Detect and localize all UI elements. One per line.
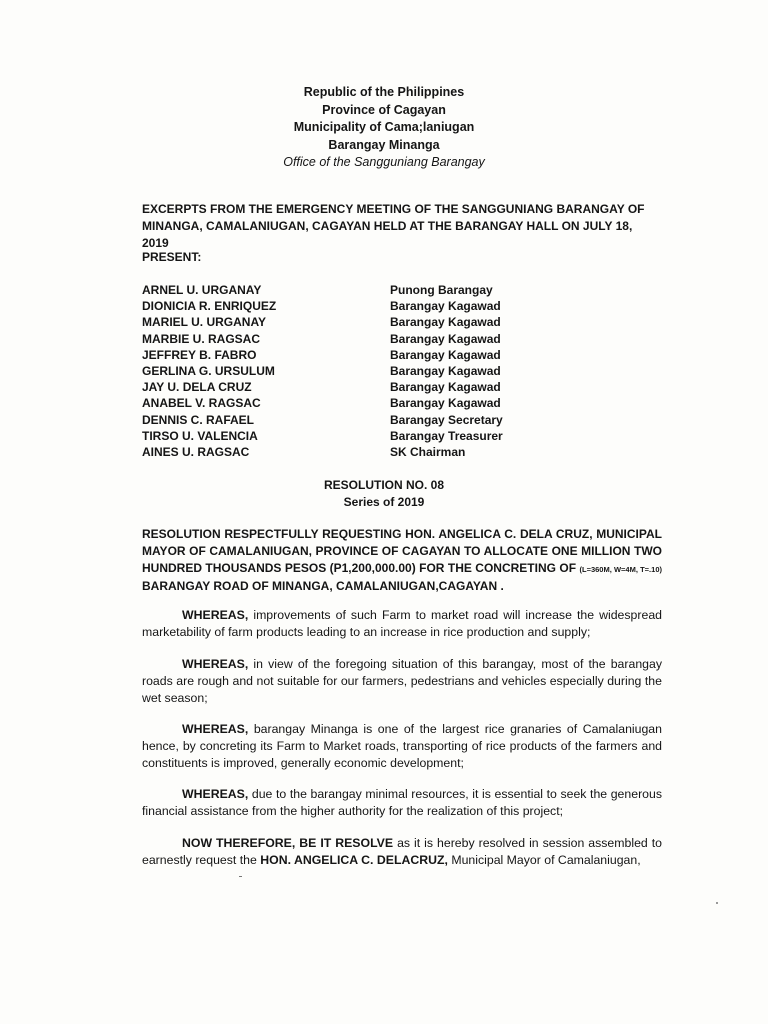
- resolution-title-end: BARANGAY ROAD OF MINANGA, CAMALANIUGAN,CAGAYAN .: [142, 579, 504, 593]
- letterhead-municipality: Municipality of Cama;laniugan: [293, 120, 475, 134]
- present-label: PRESENT:: [142, 250, 202, 264]
- letterhead-republic: Republic of the Philippines: [303, 85, 465, 99]
- attendee-name: JAY U. DELA CRUZ: [142, 380, 252, 395]
- attendee-position: Barangay Kagawad: [390, 396, 501, 411]
- whereas-lead: WHEREAS,: [182, 722, 249, 736]
- attendee-row: [142, 298, 662, 314]
- meeting-excerpt-heading: EXCERPTS FROM THE EMERGENCY MEETING OF THE SANGGUNIANG BARANGAY OF MINANGA, CAMALANIUGAN, CAGAYAN HELD AT THE BARANGAY HALL ON JULY 18, 2019: [142, 202, 645, 250]
- scan-speck: [239, 876, 242, 877]
- whereas-lead: WHEREAS,: [182, 608, 249, 622]
- attendee-name: ARNEL U. URGANAY: [142, 283, 262, 297]
- attendee-position: Barangay Kagawad: [390, 315, 501, 330]
- resolve-paragraph: [142, 835, 662, 869]
- attendee-name: JEFFREY B. FABRO: [142, 347, 257, 362]
- whereas-paragraph: [142, 607, 662, 641]
- whereas-lead: WHEREAS,: [182, 787, 249, 801]
- attendee-name: DENNIS C. RAFAEL: [142, 412, 255, 427]
- whereas-paragraph: [142, 721, 662, 772]
- resolve-lead: NOW THEREFORE, BE IT RESOLVE: [182, 836, 394, 850]
- resolve-text-end: Municipal Mayor of Camalaniugan,: [447, 853, 641, 867]
- attendee-position: SK Chairman: [390, 444, 466, 459]
- whereas-text: in view of the foregoing situation of this barangay, most of the barangay roads are rough and not suitable for our farmers, pedestrians and vehicles especially during the wet season;: [142, 657, 662, 705]
- resolve-text: as it is hereby resolved in session assembled to earnestly request the: [142, 836, 662, 867]
- resolution-number: RESOLUTION NO. 08: [323, 478, 445, 492]
- resolution-title-main: RESOLUTION RESPECTFULLY REQUESTING HON. ANGELICA C. DELA CRUZ, MUNICIPAL MAYOR OF CAMALANIUGAN, PROVINCE OF CAGAYAN TO ALLOCATE ONE MILLION TWO HUNDRED THOUSANDS PESOS (P1,200,000.00) FOR THE CONCRETING OF: [142, 527, 662, 575]
- attendee-position: Barangay Kagawad: [390, 380, 501, 395]
- attendee-name: DIONICIA R. ENRIQUEZ: [142, 299, 277, 314]
- attendee-row: [142, 412, 662, 428]
- letterhead-office: Office of the Sangguniang Barangay: [283, 155, 485, 169]
- resolution-title: [142, 526, 662, 595]
- attendee-position: Barangay Kagawad: [390, 331, 501, 346]
- resolution-number-block: [0, 477, 768, 511]
- road-dimensions: (L=360M, W=4M, T=.10): [579, 565, 662, 574]
- attendee-position: Barangay Treasurer: [390, 428, 503, 443]
- attendee-row: [142, 331, 662, 347]
- mayor-name: HON. ANGELICA C. DELACRUZ,: [260, 853, 448, 867]
- letterhead: [0, 84, 768, 172]
- attendee-row: [142, 282, 662, 298]
- whereas-text: improvements of such Farm to market road will increase the widespread marketability of farm products leading to an increase in rice production and supply;: [142, 608, 662, 639]
- attendee-row: [142, 347, 662, 363]
- resolution-series: Series of 2019: [343, 495, 425, 509]
- attendee-row: [142, 428, 662, 444]
- attendee-roster: [142, 282, 662, 460]
- whereas-text: due to the barangay minimal resources, it is essential to seek the generous financial assistance from the higher authority for the realization of this project;: [142, 787, 662, 818]
- attendee-row: [142, 363, 662, 379]
- whereas-paragraph: [142, 786, 662, 820]
- attendee-position: Barangay Kagawad: [390, 347, 501, 362]
- attendee-row: [142, 379, 662, 395]
- attendee-row: [142, 444, 662, 460]
- attendee-name: MARIEL U. URGANAY: [142, 315, 267, 330]
- attendee-name: TIRSO U. VALENCIA: [142, 428, 258, 443]
- whereas-text: barangay Minanga is one of the largest rice granaries of Camalaniugan hence, by concreting its Farm to Market roads, transporting of rice products of the farmers and constituents is improved, generally economic development;: [142, 722, 662, 770]
- attendee-name: GERLINA G. URSULUM: [142, 363, 275, 378]
- whereas-lead: WHEREAS,: [182, 657, 249, 671]
- attendee-position: Barangay Kagawad: [390, 299, 501, 314]
- attendee-position: Punong Barangay: [390, 283, 493, 297]
- attendee-row: [142, 314, 662, 330]
- attendee-position: Barangay Kagawad: [390, 363, 501, 378]
- whereas-paragraph: [142, 656, 662, 707]
- letterhead-barangay: Barangay Minanga: [328, 137, 440, 152]
- attendee-position: Barangay Secretary: [390, 412, 503, 427]
- attendee-row: [142, 395, 662, 411]
- attendee-name: MARBIE U. RAGSAC: [142, 331, 261, 346]
- scan-speck: [716, 902, 718, 904]
- attendee-name: AINES U. RAGSAC: [142, 444, 250, 459]
- letterhead-province: Province of Cagayan: [322, 102, 446, 117]
- attendee-name: ANABEL V. RAGSAC: [142, 396, 261, 411]
